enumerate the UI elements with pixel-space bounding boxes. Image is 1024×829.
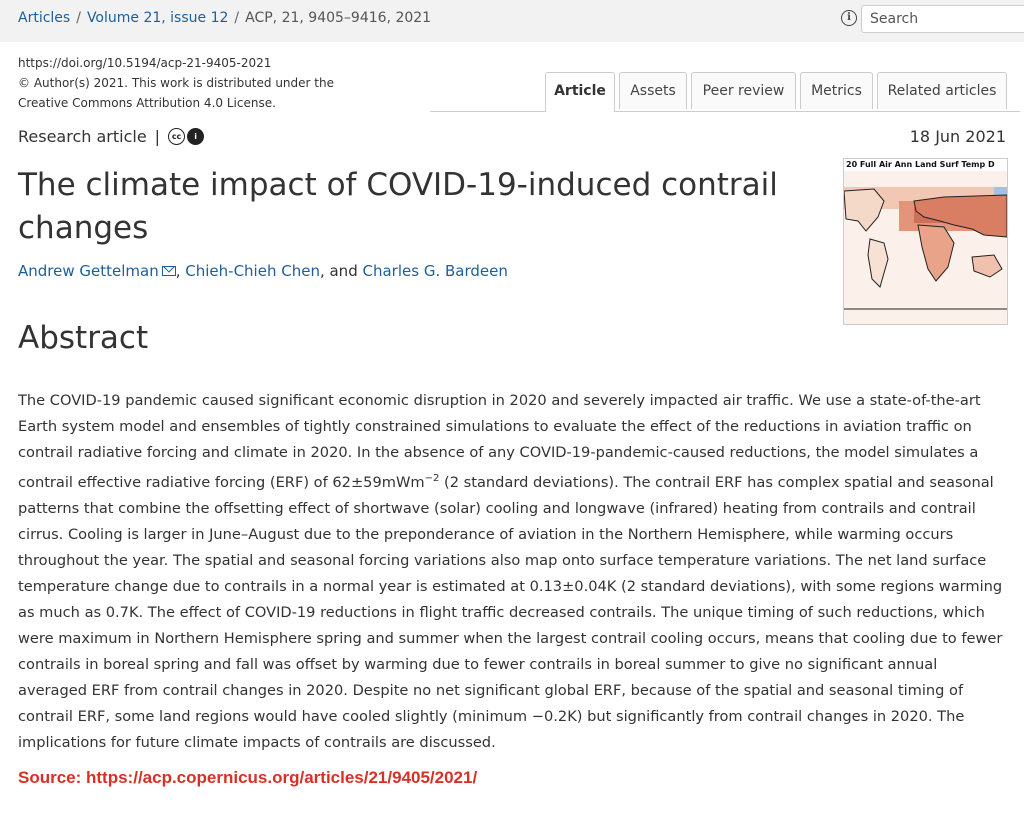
search-box[interactable] <box>861 5 1024 33</box>
article-meta <box>18 53 348 113</box>
article-tabs <box>430 72 1020 112</box>
author-link[interactable]: Charles G. Bardeen <box>362 262 508 280</box>
abstract-text <box>18 388 1010 756</box>
author-separator: , <box>175 262 181 280</box>
breadcrumb-separator: / <box>76 10 81 26</box>
article-type-label: Research article <box>18 127 147 146</box>
author-separator: , and <box>319 262 358 280</box>
abstract-part-2: (2 standard deviations). The contrail ERF has complex spatial and seasonal patterns that combine the offsetting effect of shortwave (solar) cooling and longwave (infrared) heating from contrails and contrail cirrus. Cooling is larger in June–August due to the preponderance of aviation in the Northern Hemisphere, while warming occurs throughout the year. The spatial and seasonal forcing variations also map onto surface temperature variations. The net land surface temperature change due to contrails in a normal year is estimated at 0.13±0.04K (2 standard deviations), with some regions warming as much as 0.7K. The effect of COVID-19 reductions in flight traffic decreased contrails. The unique timing of such reductions, which were maximum in Northern Hemisphere spring and summer when the largest contrail cooling occurs, means that cooling due to fewer contrails in boreal spring and fall was offset by warming due to fewer contrails in boreal summer to give no significant annual averaged ERF from contrail changes in 2020. Despite no net significant global ERF, because of the spatial and seasonal timing of contrail ERF, some land regions would have cooled slightly (minimum −0.2K) but significantly from contrail changes in 2020. The implications for future climate impacts of contrails are discussed. <box>18 473 1003 751</box>
author-link[interactable]: Chieh-Chieh Chen <box>185 262 320 280</box>
thumbnail-caption: 20 Full Air Ann Land Surf Temp D <box>846 160 995 169</box>
breadcrumb <box>18 10 431 26</box>
breadcrumb-volume[interactable]: Volume 21, issue 12 <box>86 10 229 26</box>
tab-article[interactable]: Article <box>545 72 615 112</box>
world-map-figure <box>844 159 1007 324</box>
email-icon[interactable] <box>162 266 176 276</box>
license-text: © Author(s) 2021. This work is distributed under the Creative Commons Attribution 4.0 License. <box>18 76 334 110</box>
tab-metrics[interactable]: Metrics <box>800 72 873 109</box>
author-link[interactable]: Andrew Gettelman <box>18 262 159 280</box>
attribution-icon[interactable]: i <box>187 128 204 145</box>
article-title: The climate impact of COVID-19-induced contrail changes <box>18 167 778 246</box>
tab-assets[interactable]: Assets <box>619 72 687 109</box>
abstract-heading: Abstract <box>18 320 149 356</box>
article-thumbnail[interactable] <box>843 158 1008 325</box>
tab-related-articles[interactable]: Related articles <box>877 72 1007 109</box>
article-type <box>18 127 204 146</box>
abstract-superscript: −2 <box>424 473 440 484</box>
top-bar <box>0 0 1024 42</box>
tab-peer-review[interactable]: Peer review <box>691 72 796 109</box>
breadcrumb-separator: / <box>234 10 240 26</box>
creative-commons-icon[interactable]: cc <box>168 128 185 145</box>
abstract-part-1: The COVID-19 pandemic caused significant economic disruption in 2020 and severely impacted air traffic. We use a state-of-the-art Earth system model and ensembles of tightly constrained simulations to evaluate the effect of the reductions in aviation traffic on contrail radiative forcing and climate in 2020. In the absence of any COVID-19-pandemic-caused reductions, the model simulates a contrail effective radiative forcing (ERF) of 62±59mWm <box>18 392 981 491</box>
breadcrumb-articles[interactable]: Articles <box>18 10 71 26</box>
info-icon[interactable]: i <box>841 10 857 26</box>
doi-link[interactable]: https://doi.org/10.5194/acp-21-9405-2021 <box>18 56 272 70</box>
author-list <box>18 262 508 280</box>
divider: | <box>154 127 161 146</box>
publication-date: 18 Jun 2021 <box>909 127 1006 146</box>
breadcrumb-citation: ACP, 21, 9405–9416, 2021 <box>245 10 432 26</box>
source-note: Source: https://acp.copernicus.org/articles/21/9405/2021/ <box>18 768 478 787</box>
search-input[interactable] <box>862 6 1024 32</box>
